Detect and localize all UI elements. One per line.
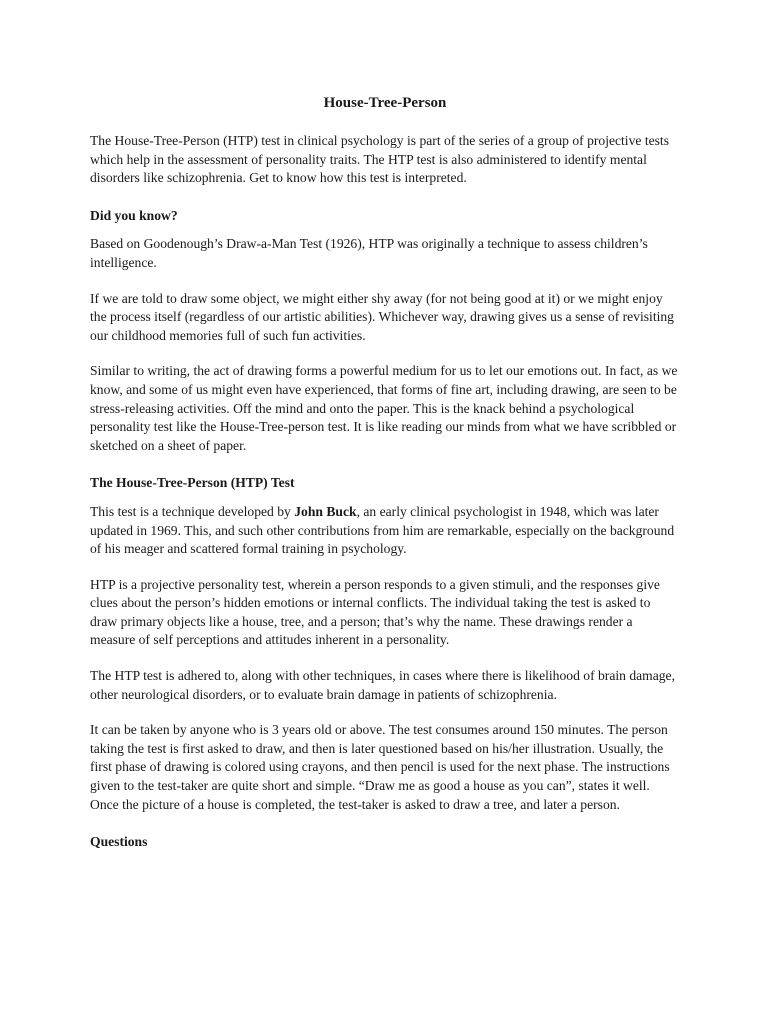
paragraph-text: , an early clinical psychologist in 1948, which was later updated in 1969. This, and such other contributions from him are remarkable, especially on the background of his meager and scattered formal training in psychology. [90,503,675,557]
paragraph-john-buck [90,503,680,559]
section-heading-did-you-know: Did you know? [90,207,178,223]
intro-paragraph: The House-Tree-Person (HTP) test in clinical psychology is part of the series of a group of projective tests which help in the assessment of personality traits. The HTP test is also administered to identify mental disorders like schizophrenia. Get to know how this test is interpreted. [90,133,669,186]
section-heading-questions: Questions [90,834,148,850]
paragraph: Similar to writing, the act of drawing forms a powerful medium for us to let our emotions out. In fact, as we know, and some of us might even have experienced, that forms of fine art, including drawing, are seen to be stress-releasing activities. Off the mind and onto the paper. This is the knack behind a psychological personality test like the House-Tree-person test. It is like reading our minds from what we have scribbled or sketched on a sheet of paper. [90,363,678,453]
paragraph-text: This test is a technique developed by [90,503,295,519]
paragraph: The HTP test is adhered to, along with other techniques, in cases where there is likelihood of brain damage, other neurological disorders, or to evaluate brain damage in patients of schizophrenia. [90,668,675,702]
paragraph: It can be taken by anyone who is 3 years old or above. The test consumes around 150 minutes. The person taking the test is first asked to draw, and then is later questioned based on his/her illustration. Usually, the first phase of drawing is colored using crayons, and then pencil is used for the next phase. The instructions given to the test-taker are quite short and simple. “Draw me as good a house as you can”, states it well. Once the picture of a house is completed, the test-taker is asked to draw a tree, and later a person. [90,722,670,812]
author-name: John Buck [294,503,357,519]
paragraph: HTP is a projective personality test, wherein a person responds to a given stimuli, and the responses give clues about the person’s hidden emotions or internal conflicts. The individual taking the test is asked to draw primary objects like a house, tree, and a person; that’s why the name. These drawings render a measure of self perceptions and attitudes inherent in a personality. [90,576,660,648]
document-title: House-Tree-Person [323,95,447,111]
paragraph: If we are told to draw some object, we might either shy away (for not being good at it) or we might enjoy the process itself (regardless of our artistic abilities). Whichever way, drawing gives us a sense of revisiting our childhood memories full of such fun activities. [90,290,674,343]
section-heading-htp-test: The House-Tree-Person (HTP) Test [90,475,295,491]
document-body [90,93,680,862]
paragraph: Based on Goodenough’s Draw-a-Man Test (1926), HTP was originally a technique to assess children’s intelligence. [90,236,648,270]
